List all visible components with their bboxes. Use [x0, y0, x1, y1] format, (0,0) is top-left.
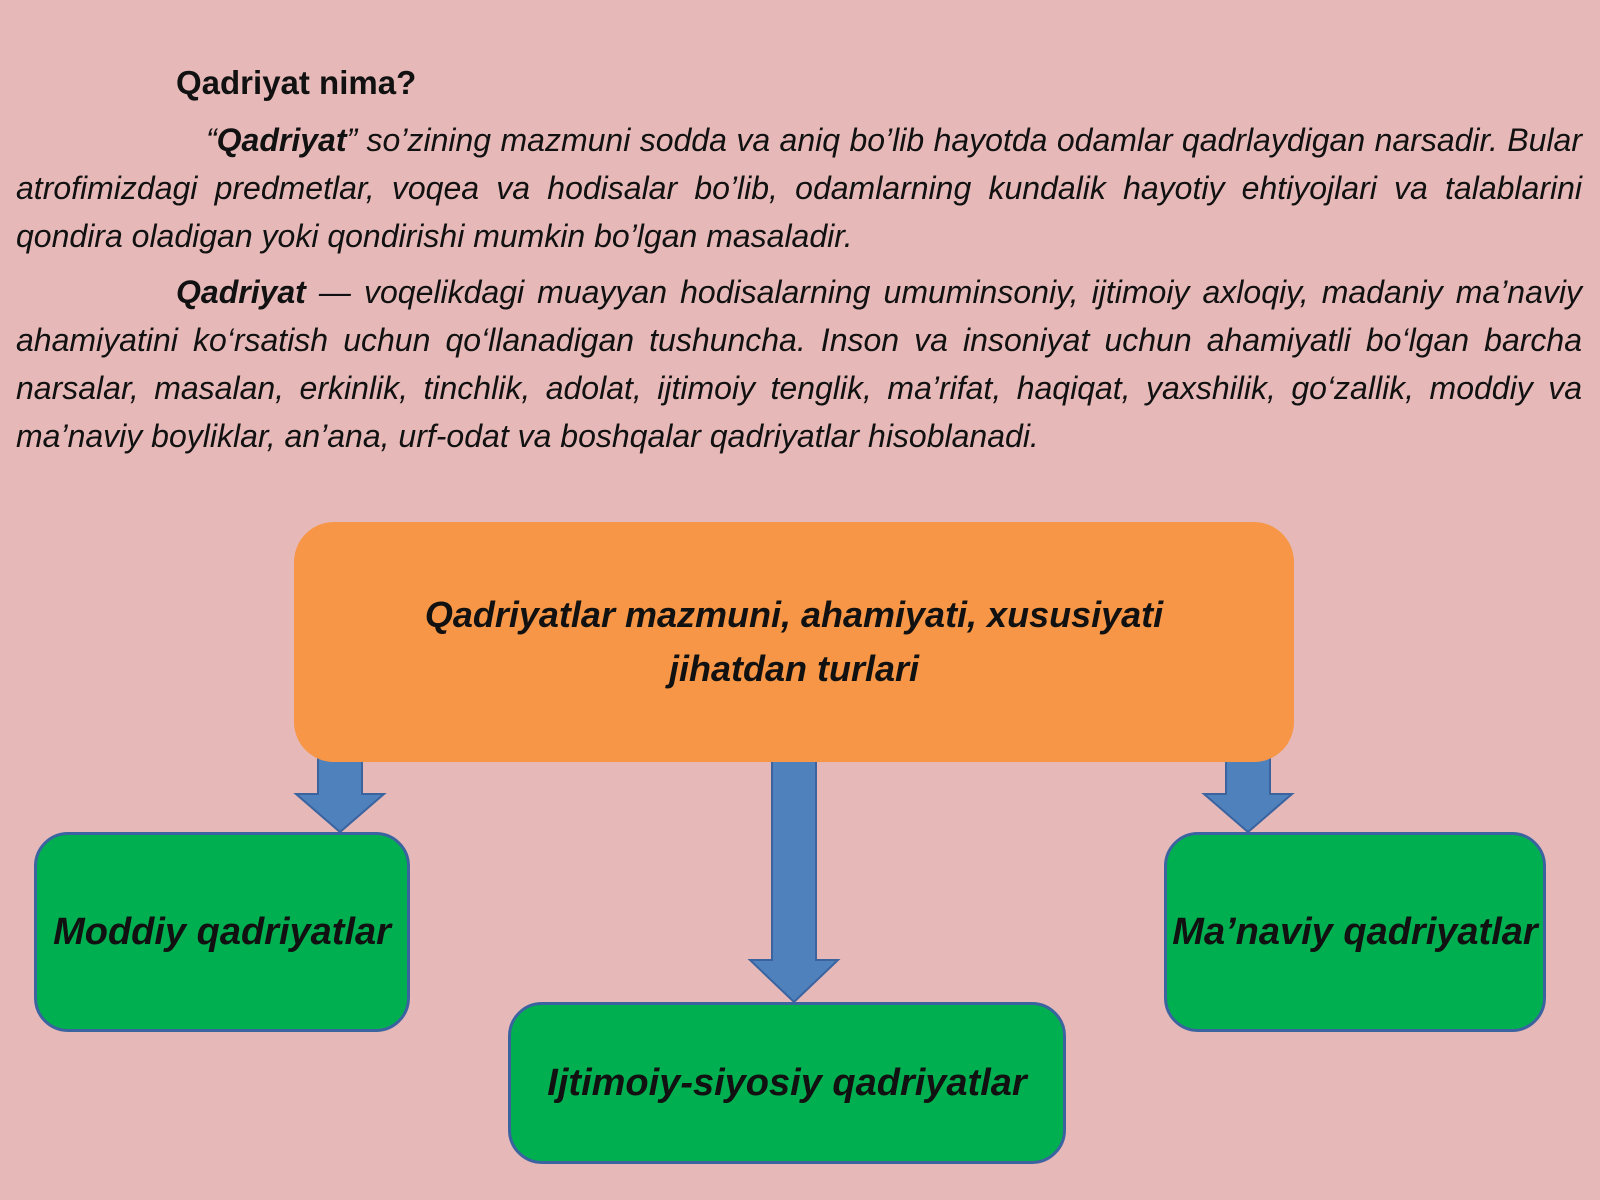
spiritual-values-label: Ma’naviy qadriyatlar — [1172, 911, 1538, 953]
arrow-center-icon — [750, 758, 838, 1002]
arrow-left-icon — [296, 758, 384, 832]
definition-paragraph-2 — [16, 268, 1582, 460]
material-values-label: Moddiy qadriyatlar — [53, 911, 391, 953]
spiritual-values-box — [1164, 832, 1546, 1032]
socio-political-values-label: Ijtimoiy-siyosiy qadriyatlar — [547, 1062, 1027, 1104]
open-quote: “ — [206, 122, 217, 158]
term-qadriyat-1: Qadriyat — [216, 122, 347, 158]
paragraph-2-text: — voqelikdagi muayyan hodisalarning umuminsoniy, ijtimoiy axloqiy, madaniy ma’naviy ahamiyatini ko‘rsatish uchun qo‘llanadigan tushuncha. Inson va insoniyat uchun ahamiyatli bo‘lgan barcha narsalar, masalan, erkinlik, tinchlik, adolat, ijtimoiy tenglik, ma’rifat, haqiqat, yaxshilik, go‘zallik, moddiy va ma’naviy boyliklar, an’ana, urf-odat va boshqalar qadriyatlar hisoblanadi. — [16, 274, 1582, 454]
arrow-right-icon — [1204, 758, 1292, 832]
material-values-box — [34, 832, 410, 1032]
page-heading: Qadriyat nima? — [176, 64, 417, 101]
paragraph-1-text: ” so’zining mazmuni sodda va aniq bo’lib hayotda odamlar qadrlaydigan narsadir. Bular atrofimizdagi predmetlar, voqea va hodisalar bo’lib, odamlarning kundalik hayotiy ehtiyojlari va talablarini qondira oladigan yoki qondirishi mumkin bo’lgan masaladir. — [16, 122, 1582, 254]
term-qadriyat-2: Qadriyat — [176, 274, 306, 310]
main-category-box — [294, 522, 1294, 762]
main-category-label: Qadriyatlar mazmuni, ahamiyati, xususiyati jihatdan turlari — [424, 594, 1164, 689]
socio-political-values-box — [508, 1002, 1066, 1164]
definition-paragraph-1 — [16, 116, 1582, 260]
